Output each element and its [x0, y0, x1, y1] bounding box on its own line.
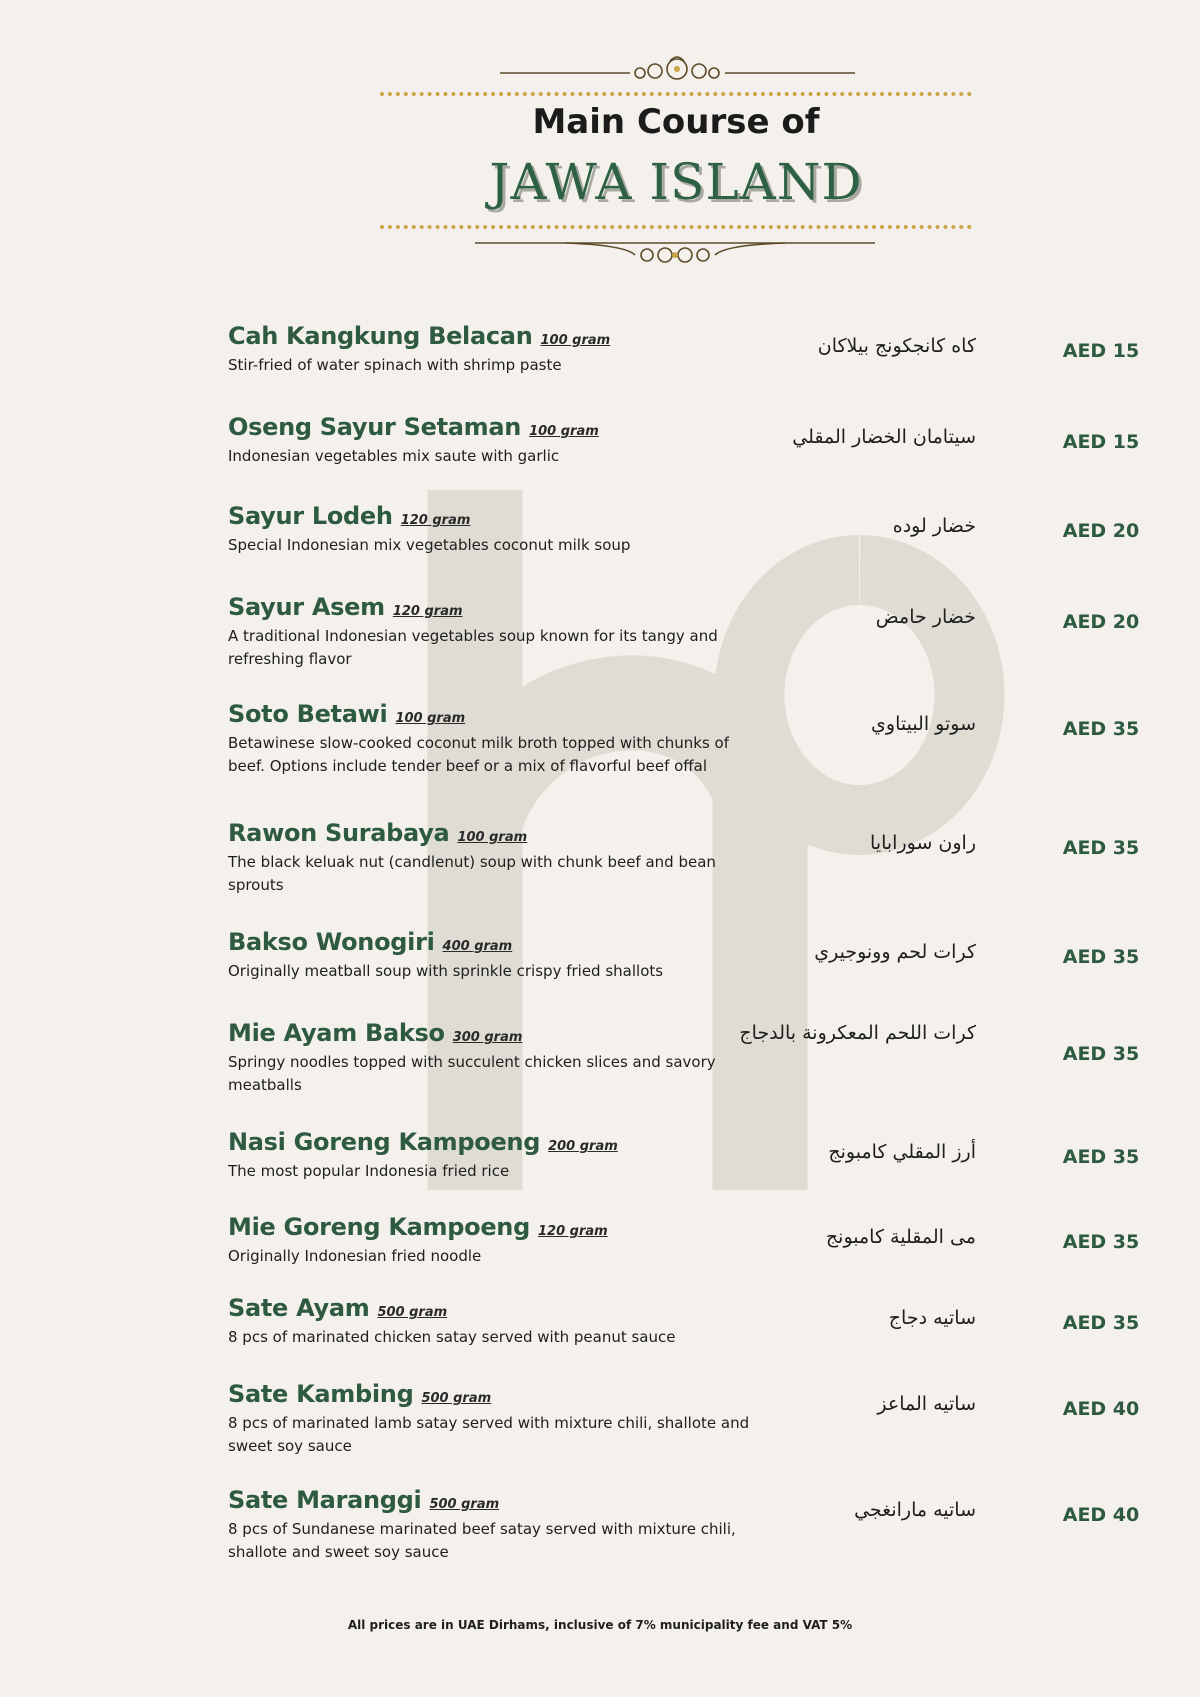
item-description: Stir-fried of water spinach with shrimp paste: [228, 356, 562, 374]
ornament-flourish-icon: [475, 235, 875, 267]
item-name-text: Bakso Wonogiri: [228, 928, 435, 956]
price-footnote: All prices are in UAE Dirhams, inclusive of 7% municipality fee and VAT 5%: [347, 1618, 853, 1632]
item-price: AED 15: [1062, 340, 1140, 362]
item-name: [228, 819, 527, 847]
item-weight: 100 gram: [529, 424, 599, 439]
item-name: [228, 1128, 618, 1156]
item-name-text: Mie Goreng Kampoeng: [228, 1213, 530, 1241]
item-description: Springy noodles topped with succulent chicken slices and savory meatballs: [228, 1053, 716, 1094]
item-name: [228, 1486, 499, 1514]
item-price: AED 35: [1062, 1146, 1140, 1168]
item-weight: 500 gram: [429, 1497, 500, 1512]
item-name-text: Sate Ayam: [228, 1294, 370, 1322]
item-weight: 120 gram: [392, 604, 463, 619]
item-description: The black keluak nut (candlenut) soup with chunk beef and bean sprouts: [228, 853, 716, 894]
item-arabic-name: سيتامان الخضار المقلي: [792, 426, 976, 448]
item-price: AED 20: [1062, 520, 1140, 542]
item-description: Indonesian vegetables mix saute with garlic: [228, 447, 560, 465]
item-arabic-name: أرز المقلي كامبونج: [828, 1141, 976, 1163]
item-name: [228, 928, 512, 956]
item-arabic-name: كرات لحم وونوجيري: [814, 941, 976, 963]
item-price: AED 35: [1062, 1312, 1140, 1334]
ornament-divider-icon: [500, 55, 855, 87]
dotted-rule-top: [380, 92, 972, 96]
item-arabic-name: ساتيه الماعز: [877, 1393, 976, 1415]
item-arabic-name: مى المقلية كامبونج: [825, 1226, 976, 1248]
item-price: AED 40: [1062, 1504, 1140, 1526]
item-name-text: Oseng Sayur Setaman: [228, 413, 522, 441]
item-name: [228, 1019, 522, 1047]
item-name: [228, 700, 465, 728]
item-weight: 300 gram: [452, 1030, 523, 1045]
item-arabic-name: كرات اللحم المعكرونة بالدجاج: [739, 1022, 976, 1044]
item-description: 8 pcs of marinated chicken satay served with peanut sauce: [228, 1328, 676, 1346]
item-description: Originally Indonesian fried noodle: [228, 1247, 482, 1265]
item-price: AED 35: [1062, 1231, 1140, 1253]
item-arabic-name: خضار حامض: [875, 606, 976, 628]
item-name: [228, 322, 610, 350]
item-name-text: Sate Maranggi: [228, 1486, 422, 1514]
dotted-rule-bottom: [380, 225, 972, 229]
item-name-text: Cah Kangkung Belacan: [228, 322, 533, 350]
item-description: The most popular Indonesia fried rice: [228, 1162, 510, 1180]
item-name: [228, 502, 470, 530]
item-price: AED 35: [1062, 1043, 1140, 1065]
item-arabic-name: سوتو البيتاوي: [871, 713, 976, 735]
item-weight: 100 gram: [457, 830, 528, 845]
item-weight: 200 gram: [548, 1139, 618, 1154]
item-name: [228, 413, 599, 441]
menu-header: [380, 55, 972, 265]
item-description: Betawinese slow-cooked coconut milk broth topped with chunks of beef. Options include tender beef or a mix of flavorful beef offal: [228, 734, 729, 775]
item-weight: 500 gram: [421, 1391, 492, 1406]
item-weight: 100 gram: [395, 711, 466, 726]
item-description: 8 pcs of marinated lamb satay served with mixture chili, shallote and sweet soy sauce: [228, 1414, 750, 1455]
item-price: AED 15: [1062, 431, 1140, 453]
item-name-text: Sayur Asem: [228, 593, 385, 621]
item-name-text: Nasi Goreng Kampoeng: [228, 1128, 541, 1156]
item-description: Special Indonesian mix vegetables coconut milk soup: [228, 536, 631, 554]
item-price: AED 35: [1062, 837, 1140, 859]
item-arabic-name: ساتيه مارانغجي: [854, 1499, 976, 1521]
item-description: 8 pcs of Sundanese marinated beef satay served with mixture chili, shallote and sweet soy sauce: [228, 1520, 736, 1561]
item-weight: 100 gram: [540, 333, 611, 348]
item-name: [228, 1213, 608, 1241]
menu-title: Main Course of: [532, 102, 820, 142]
item-weight: 500 gram: [377, 1305, 448, 1320]
item-name-text: Rawon Surabaya: [228, 819, 450, 847]
item-name-text: Mie Ayam Bakso: [228, 1019, 445, 1047]
item-weight: 120 gram: [400, 513, 471, 528]
menu-subtitle: JAWA ISLAND: [489, 153, 863, 211]
item-price: AED 20: [1062, 611, 1140, 633]
item-description: A traditional Indonesian vegetables soup known for its tangy and refreshing flavor: [228, 627, 718, 668]
item-name-text: Sayur Lodeh: [228, 502, 393, 530]
item-arabic-name: خضار لوده: [892, 515, 976, 537]
item-price: AED 40: [1062, 1398, 1140, 1420]
item-description: Originally meatball soup with sprinkle crispy fried shallots: [228, 962, 664, 980]
item-price: AED 35: [1062, 718, 1140, 740]
item-name: [228, 1380, 491, 1408]
item-arabic-name: ساتيه دجاج: [888, 1307, 976, 1329]
item-weight: 400 gram: [442, 939, 513, 954]
item-weight: 120 gram: [537, 1224, 608, 1239]
item-name-text: Sate Kambing: [228, 1380, 414, 1408]
item-name: [228, 1294, 447, 1322]
item-price: AED 35: [1062, 946, 1140, 968]
item-arabic-name: راون سورابايا: [870, 832, 976, 854]
item-name-text: Soto Betawi: [228, 700, 388, 728]
item-name: [228, 593, 463, 621]
item-arabic-name: كاه كانجكونج بيلاكان: [817, 335, 976, 357]
